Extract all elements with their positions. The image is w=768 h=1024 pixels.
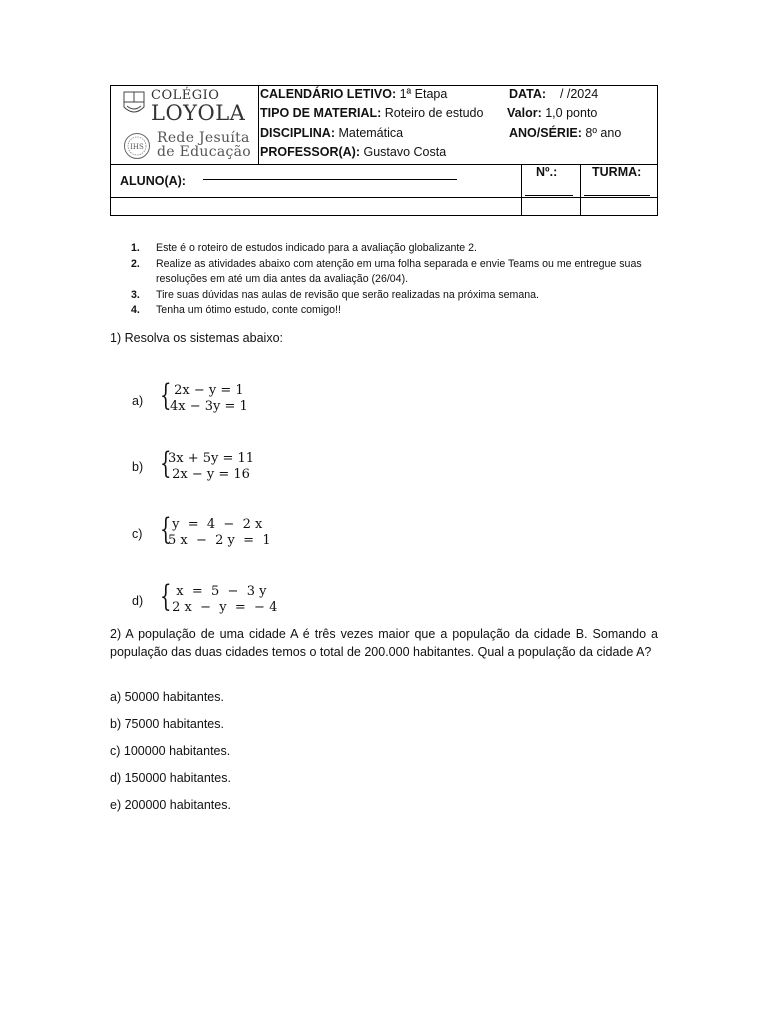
list-item [128,257,663,288]
equation: 2x − y = 1 [170,383,244,398]
equation: 2 x − y = − 4 [168,600,278,615]
q1-b-label: b) [132,460,144,474]
equation: 4x − 3y = 1 [170,399,248,414]
discipline-field [260,126,403,140]
grade-value: 8º ano [585,126,622,140]
list-item [128,303,663,319]
equation: y = 4 − 2 x [168,517,263,532]
list-item [128,288,663,304]
item-number: 1. [131,242,140,254]
list-item [128,241,663,257]
calendar-field [260,87,447,101]
grade-label: ANO/SÉRIE: [509,126,582,140]
material-field [260,106,483,120]
q2-option-c: c) 100000 habitantes. [110,744,231,758]
instructions-list [128,241,663,319]
item-text: Tire suas dúvidas nas aulas de revisão que serão realizadas na próxima semana. [156,288,539,301]
date-label: DATA: [509,87,547,101]
valor-field [507,106,597,120]
header-table [110,85,658,216]
svg-text:IHS: IHS [130,143,144,151]
item-text: Realize as atividades abaixo com atenção em uma folha separada e envie Teams ou me entregue suas resoluções em até um dia antes da avaliação (26/04). [156,257,642,285]
item-text: Este é o roteiro de estudos indicado para a avaliação globalizante 2. [156,242,477,254]
q2-option-b: b) 75000 habitantes. [110,717,224,731]
jesuit-seal-icon [123,132,151,160]
number-label: Nº.: [536,165,558,179]
brace-icon: { [160,378,172,413]
date-field [509,87,598,101]
class-label: TURMA: [592,165,642,179]
q2-text: 2) A população de uma cidade A é três vezes maior que a população da cidade B. Somando a população das duas cidades temos o total de 200.000 habitantes. Qual a população da cidade A? [110,627,658,659]
divider [521,164,522,216]
school-logo [119,88,259,164]
class-blank[interactable] [584,183,650,196]
item-number: 3. [131,288,140,301]
equation: 5 x − 2 y = 1 [168,533,271,548]
equation: x = 5 − 3 y [168,584,267,599]
divider [580,164,581,216]
divider [111,197,657,198]
calendar-label: CALENDÁRIO LETIVO: [260,87,397,101]
network-line1: Rede Jesuíta [157,130,250,146]
school-line1: COLÉGIO [151,88,220,103]
valor-label: Valor: [507,106,542,120]
brace-icon: { [160,579,172,614]
network-line2: de Educação [157,144,251,160]
discipline-label: DISCIPLINA: [260,126,335,140]
teacher-value: Gustavo Costa [363,145,447,159]
number-blank[interactable] [525,183,573,196]
grade-field [509,126,621,140]
teacher-label: PROFESSOR(A): [260,145,360,159]
q1-c-label: c) [132,527,143,541]
calendar-value: 1ª Etapa [399,87,448,101]
q2-option-d: d) 150000 habitantes. [110,771,231,785]
student-label: ALUNO(A): [120,174,186,188]
divider [111,164,657,165]
material-value: Roteiro de estudo [384,106,484,120]
q2-option-a: a) 50000 habitantes. [110,690,224,704]
crest-icon [123,91,145,117]
material-label: TIPO DE MATERIAL: [260,106,382,120]
equation: 2x − y = 16 [168,467,250,482]
valor-value: 1,0 ponto [545,106,598,120]
q1-d-label: d) [132,594,144,608]
student-name-blank[interactable] [203,166,457,180]
q2-option-e: e) 200000 habitantes. [110,798,231,812]
item-number: 4. [131,304,140,316]
school-line2: LOYOLA [151,101,246,125]
item-number: 2. [131,257,140,270]
teacher-field [260,145,446,159]
q1-title: 1) Resolva os sistemas abaixo: [110,331,283,345]
item-text: Tenha um ótimo estudo, conte comigo!! [156,304,341,316]
brace-icon: { [160,512,172,547]
discipline-value: Matemática [338,126,404,140]
date-value: / /2024 [559,87,599,101]
equation: 3x + 5y = 11 [168,451,255,466]
q1-a-label: a) [132,394,144,408]
brace-icon: { [160,446,172,481]
